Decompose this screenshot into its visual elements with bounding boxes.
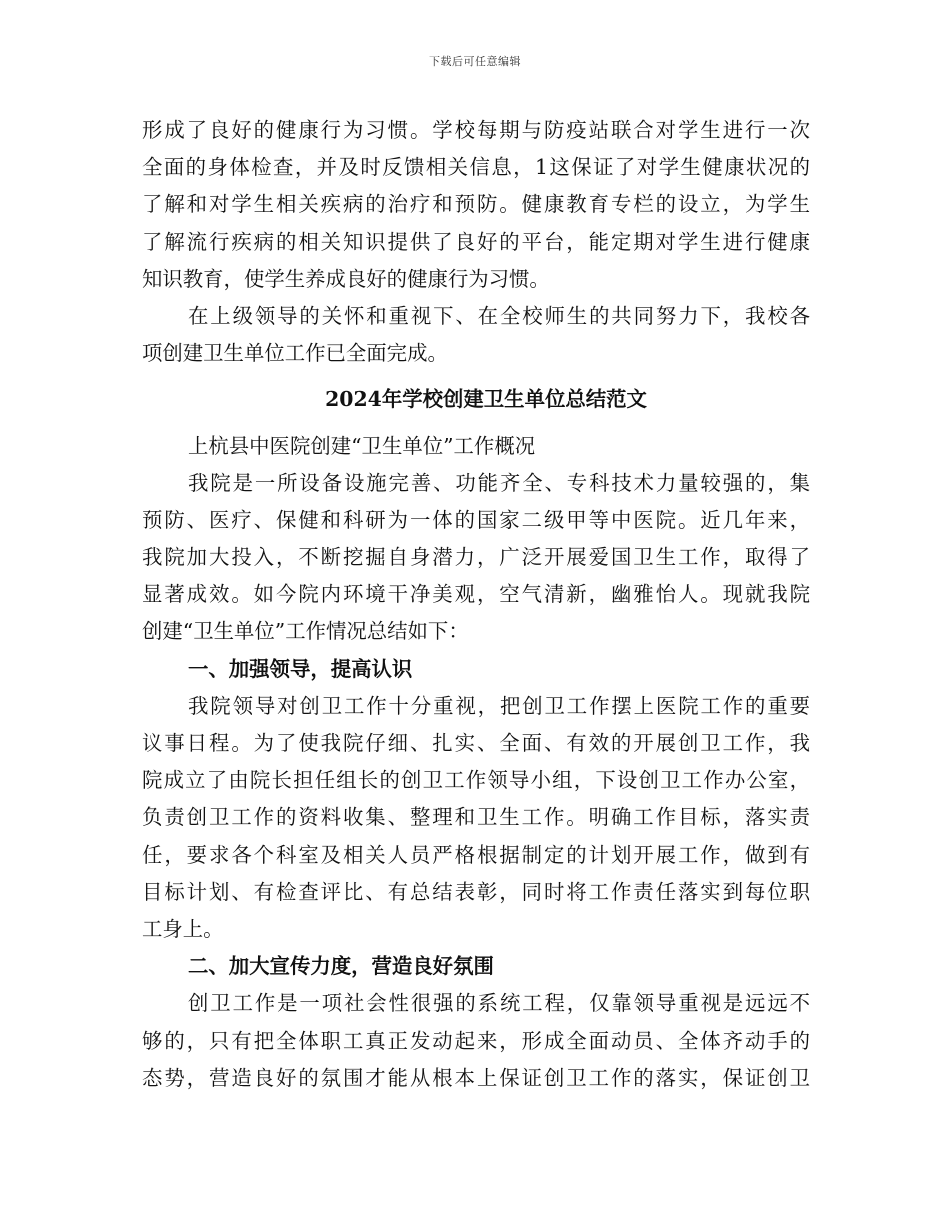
text-line: 够的，只有把全体职工真正发动起来，形成全面动员、全体齐动手的	[142, 1028, 810, 1053]
page-header: 下载后可任意编辑	[429, 55, 521, 68]
text-line: 上杭县中医院创建“卫生单位”工作概况	[188, 433, 536, 458]
paragraph-publicity	[142, 985, 810, 1097]
document-title: 2024年学校创建卫生单位总结范文	[325, 387, 647, 412]
text-line: 项创建卫生单位工作已全面完成。	[142, 341, 448, 366]
text-line: 我院加大投入，不断挖掘自身潜力，广泛开展爱国卫生工作，取得了	[142, 545, 810, 570]
text-line: 我院领导对创卫工作十分重视，把创卫工作摆上医院工作的重要	[188, 693, 810, 718]
text-line: 议事日程。为了使我院仔细、扎实、全面、有效的开展创卫工作，我	[142, 731, 810, 755]
text-line: 我院是一所设备设施完善、功能齐全、专科技术力量较强的，集	[188, 470, 810, 495]
text-line: 在上级领导的关怀和重视下、在全校师生的共同努力下，我校各	[188, 303, 810, 328]
text-line: 院成立了由院长担任组长的创卫工作领导小组，下设创卫工作办公室，	[142, 768, 810, 793]
text-line: 负责创卫工作的资料收集、整理和卫生工作。明确工作目标，落实责	[142, 805, 810, 830]
text-line: 任，要求各个科室及相关人员严格根据制定的计划开展工作，做到有	[142, 842, 810, 867]
text-line: 知识教育，使学生养成良好的健康行为习惯。	[142, 266, 550, 291]
text-line: 形成了良好的健康行为习惯。学校每期与防疫站联合对学生进行一次	[142, 118, 810, 142]
text-line: 了解流行疾病的相关知识提供了良好的平台，能定期对学生进行健康	[142, 229, 810, 254]
section-heading-1: 一、加强领导，提高认识	[188, 656, 413, 681]
paragraph-leadership	[142, 688, 810, 948]
text-line: 目标计划、有检查评比、有总结表彰，同时将工作责任落实到每位职	[142, 879, 810, 904]
section-heading-2: 二、加大宣传力度，营造良好氛围	[188, 954, 494, 979]
text-line: 创建“卫生单位”工作情况总结如下：	[142, 619, 469, 644]
paragraph-health-habits	[142, 112, 810, 298]
paragraph-completion	[142, 298, 810, 372]
paragraph-overview	[142, 428, 810, 651]
text-line: 了解和对学生相关疾病的治疗和预防。健康教育专栏的设立，为学生	[142, 192, 810, 217]
text-line: 显著成效。如今院内环境干净美观，空气清新，幽雅怡人。现就我院	[142, 582, 810, 607]
text-line: 预防、医疗、保健和科研为一体的国家二级甲等中医院。近几年来，	[142, 507, 810, 532]
text-line: 全面的身体检查，并及时反馈相关信息，1这保证了对学生健康状况的	[142, 155, 810, 180]
text-line: 态势，营造良好的氛围才能从根本上保证创卫工作的落实，保证创卫	[142, 1065, 810, 1090]
text-line: 工身上。	[142, 916, 224, 941]
text-line: 创卫工作是一项社会性很强的系统工程，仅靠领导重视是远远不	[188, 991, 810, 1016]
document-body	[142, 112, 810, 1097]
